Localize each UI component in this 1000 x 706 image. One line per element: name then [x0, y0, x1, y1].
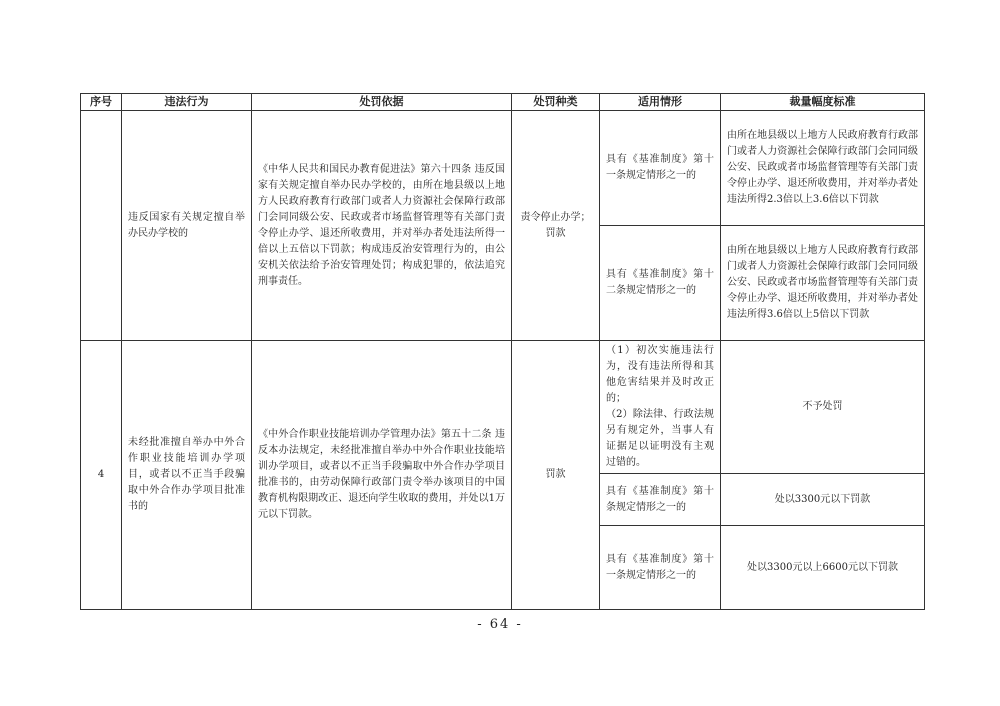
row-number: 4	[81, 341, 122, 610]
circumstance-cell: 具有《基准制度》第十一条规定情形之一的	[600, 111, 721, 226]
header-type: 处罚种类	[512, 94, 600, 111]
table-row	[81, 111, 925, 226]
circumstance-cell: 具有《基准制度》第十条规定情形之一的	[600, 474, 721, 526]
penalty-table	[80, 93, 925, 610]
header-circumstances: 适用情形	[600, 94, 721, 111]
page-number: - 64 -	[477, 617, 523, 632]
penalty-type-cell: 责令停止办学；罚款	[512, 111, 600, 341]
header-standard: 裁量幅度标准	[721, 94, 925, 111]
header-no: 序号	[81, 94, 122, 111]
standard-cell: 不予处罚	[721, 341, 925, 474]
circumstance-cell: 具有《基准制度》第十一条规定情形之一的	[600, 526, 721, 610]
header-violation: 违法行为	[122, 94, 252, 111]
standard-cell: 由所在地县级以上地方人民政府教育行政部门或者人力资源社会保障行政部门会同同级公安、民政或者市场监督管理等有关部门责令停止办学、退还所收费用，并对举办者处违法所得3.6倍以上5倍以下罚款	[721, 226, 925, 341]
violation-cell: 未经批准擅自举办中外合作职业技能培训办学项目，或者以不正当手段骗取中外合作办学项目批准书的	[122, 341, 252, 610]
table-header-row	[81, 94, 925, 111]
table-row	[81, 341, 925, 474]
standard-cell: 处以3300元以下罚款	[721, 474, 925, 526]
violation-cell: 违反国家有关规定擅自举办民办学校的	[122, 111, 252, 341]
penalty-type-cell: 罚款	[512, 341, 600, 610]
circumstance-cell: 具有《基准制度》第十二条规定情形之一的	[600, 226, 721, 341]
standard-cell: 由所在地县级以上地方人民政府教育行政部门或者人力资源社会保障行政部门会同同级公安、民政或者市场监督管理等有关部门责令停止办学、退还所收费用，并对举办者处违法所得2.3倍以上3.6倍以下罚款	[721, 111, 925, 226]
circumstance-cell: （1）初次实施违法行为，没有违法所得和其他危害结果并及时改正的； （2）除法律、行政法规另有规定外，当事人有证据足以证明没有主观过错的。	[600, 341, 721, 474]
basis-cell: 《中华人民共和国民办教育促进法》第六十四条 违反国家有关规定擅自举办民办学校的，由所在地县级以上地方人民政府教育行政部门或者人力资源社会保障行政部门会同同级公安、民政或者市场监督管理等有关部门责令停止办学、退还所收费用，并对举办者处违法所得一倍以上五倍以下罚款；构成违反治安管理行为的，由公安机关依法给予治安管理处罚；构成犯罪的，依法追究刑事责任。	[252, 111, 512, 341]
basis-cell: 《中外合作职业技能培训办学管理办法》第五十二条 违反本办法规定，未经批准擅自举办中外合作职业技能培训办学项目，或者以不正当手段骗取中外合作办学项目批准书的，由劳动保障行政部门责令举办该项目的中国教育机构限期改正、退还向学生收取的费用，并处以1万元以下罚款。	[252, 341, 512, 610]
row-number	[81, 111, 122, 341]
standard-cell: 处以3300元以上6600元以下罚款	[721, 526, 925, 610]
header-basis: 处罚依据	[252, 94, 512, 111]
